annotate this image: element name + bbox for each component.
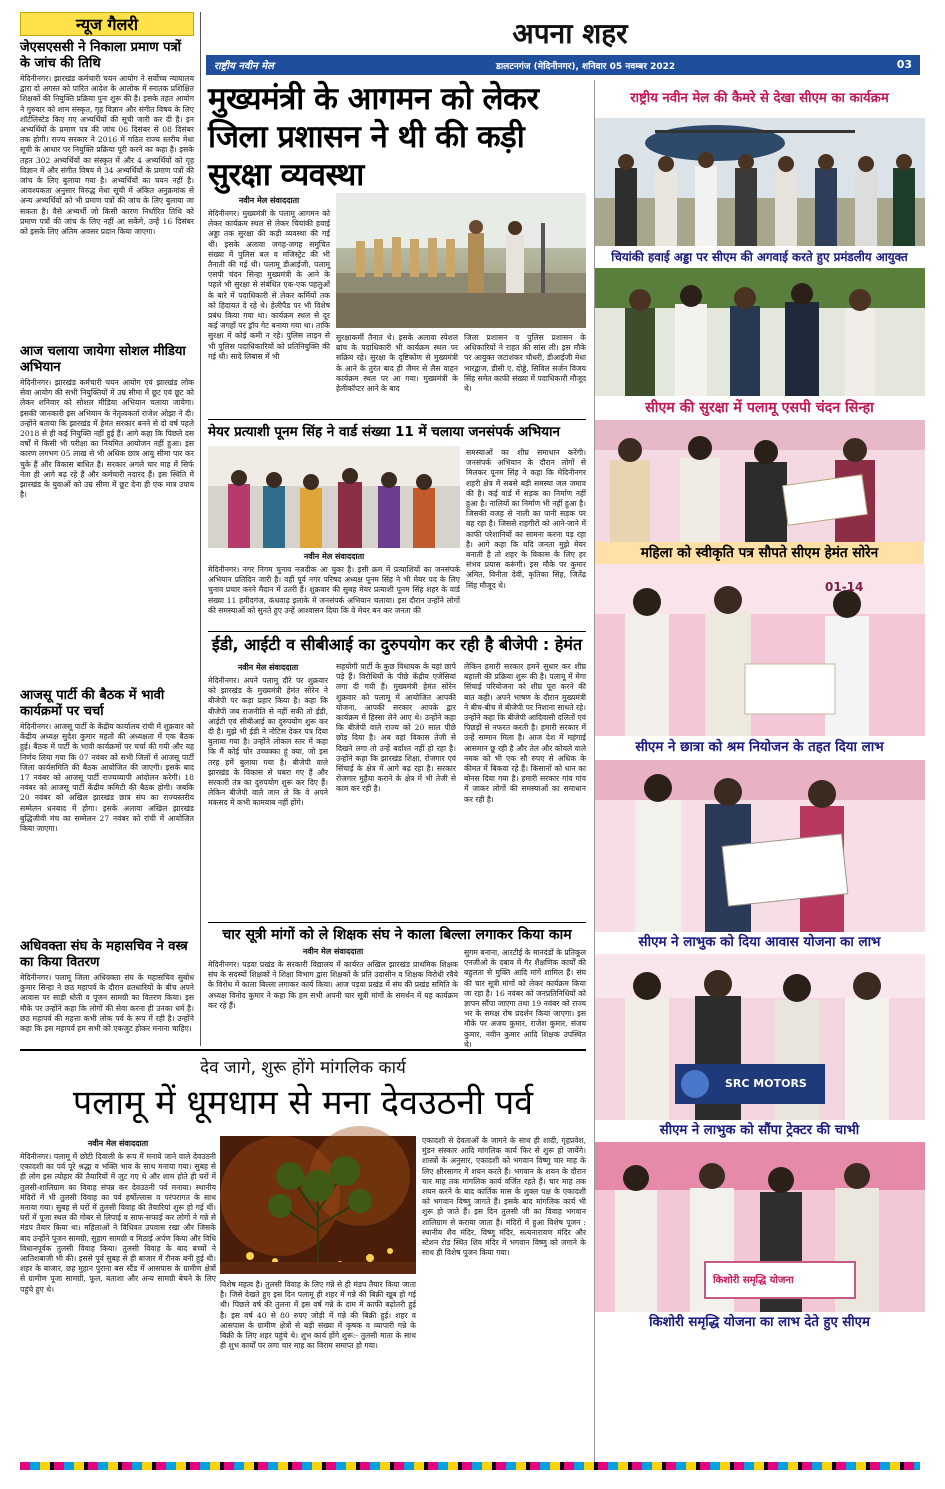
- section-title: [480, 14, 660, 52]
- gallery-photo-6-tractor-label: SRC MOTORS: [725, 1077, 807, 1090]
- teachers-body-right: सुगम बनाना, आरटीई के मानदंडों के प्रतिकूल एनजीओ के दबाव में गैर शैक्षणिक कार्यों की बहुलता से मुक्ति आदि मांगें शामिल हैं। संघ की चार सूत्री मांगों को लेकर कार्यक्रम किया जा रहा है। 16 नवंबर को जनप्रतिनिधियों को ज्ञापन सौंपा जाएगा तथा 19 नवंबर को राज्य भर के समक्ष रोष प्रदर्शन किया जाएगा। इस मौके पर अजय कुमार, राजेश कुमार, संजय कुमार, नवीन कुमार आदि शिक्षक उपस्थित थे।: [464, 948, 586, 1049]
- rule: [208, 631, 586, 632]
- gallery-photo-7-cheque-label: किशोरी समृद्धि योजना: [713, 1275, 794, 1286]
- masthead-band: [206, 55, 920, 75]
- mayor-photo-image: [208, 446, 460, 548]
- rule: [208, 419, 586, 420]
- mayor-headline: मेयर प्रत्याशी पूनम सिंह ने वार्ड संख्या 11 में चलाया जनसंपर्क अभियान: [208, 424, 561, 440]
- bottom-left-column: [20, 1136, 216, 1472]
- teachers-headline: चार सूत्री मांगों को ले शिक्षक संघ ने काला बिल्ला लगाकर किया काम: [222, 927, 572, 943]
- hemant-body-2: सहयोगी पार्टी के कुछ विधायक के यहां छापे पड़े हैं। विरोधियों के पीछे केंद्रीय एजेंसियां लगा दी गयी हैं। मुख्यमंत्री हेमंत सोरेन शुक्रवार को पलामू में आयोजित आपकी योजना, आपकी सरकार आपके द्वार कार्यक्रम में हिस्सा लेने आए थे। उन्होंने कहा कि बीजेपी वाले राज्य को 20 साल पीछे छोड़ दिया है। अब वहां विकास तेजी से दिखने लगा तो उन्हें बर्दाश्त नहीं हो रहा है। उन्होंने कहा कि झारखंड शिक्षा, रोजगार एवं सिंचाई के क्षेत्र में आगे बढ़ रहा है। सरकार रोजगार मुहैया कराने के क्षेत्र में भी तेजी से काम कर रही है।: [336, 662, 456, 794]
- teachers-byline: नवीन मेल संवाददाता: [302, 947, 364, 956]
- lead-body-right: जिला प्रशासन व पुलिस प्रशासन के अधिकारियों ने राहत की सांस ली। इस मौके पर आयुक्त जटाशंकर चौधरी, डीआईजी मेधा भारद्वाज, डीसी ए. दोड्डे, सिविल सर्जन विजय सिंह समेत काफी संख्या में पदाधिकारी मौजूद थे।: [464, 333, 586, 394]
- bottom-kicker: [20, 1055, 586, 1078]
- gallery-photo-2-image: [595, 268, 925, 396]
- hemant-headline: ईडी, आईटी व सीबीआई का दुरुपयोग कर रही है बीजेपी : हेमंत: [211, 635, 583, 654]
- gallery-caption-7: किशोरी समृद्धि योजना का लाभ देते हुए सीएम: [595, 1312, 924, 1334]
- dateline: डालटनगंज (मेदिनीनगर), शनिवार 05 नवम्बर 2022: [496, 62, 676, 72]
- lead-story: [208, 80, 584, 193]
- gallery-column: [594, 80, 924, 1462]
- sidebar-story: [20, 688, 194, 935]
- gallery-caption-5: सीएम ने लाभुक को दिया आवास योजना का लाभ: [595, 932, 924, 954]
- gallery-photo-7-image: [595, 1142, 925, 1312]
- column-divider: [200, 12, 201, 1046]
- gallery-caption-3: महिला को स्वीकृति पत्र सौपते सीएम हेमंत सोरेन: [595, 542, 924, 564]
- lead-body-mid: सुरक्षाकर्मी तैनात थे। इसके अलावा स्पेशल ब्रांच के पदाधिकारी भी कार्यक्रम स्थल पर सक्रिय रहे। सुरक्षा के दृष्टिकोण से मुख्यमंत्री के आने के तुरंत बाद ही जैमर से लैस वाहन कार्यक्रम स्थल पर आ गया। मुख्यमंत्री के हेलीकॉप्टर आने के बाद: [336, 333, 458, 394]
- gallery-title-text: राष्ट्रीय नवीन मेल की कैमरे से देखा सीएम का कार्यक्रम: [630, 91, 889, 106]
- mayor-body-right: समस्याओं का शीघ्र समाधान करेंगी। जनसंपर्क अभियान के दौरान लोगों से मिलकर पूनम सिंह ने कहा कि मेदिनीनगर शहरी क्षेत्र में सबसे बड़ी समस्या जल जमाव की है। कई वार्ड में सड़क का निर्माण नहीं हुआ है। नालियों का निर्माण भी नहीं हुआ है। जिसकी वजह से नाली का पानी सड़क पर बह रहा है। जिससे राहगीरों को आने-जाने में काफी परेशानियों का सामना करना पड़ रहा है। आगे कहा कि यदि जनता मुझे मेयर बनाती है तो शहर के विकास के लिए हर संभव प्रयास करूंगी। इस मौके पर कुमार अमित, विनीता देवी, कृतिका सिंह, जितेंद्र सिंह मौजूद थे।: [466, 448, 586, 590]
- mayor-photo: [208, 446, 460, 548]
- bottom-byline: नवीन मेल संवाददाता: [87, 1139, 149, 1148]
- lead-photo: [336, 193, 586, 328]
- hemant-col-1: [208, 660, 328, 921]
- gallery-caption-6: सीएम ने लाभुक को सौंपा ट्रेक्टर की चाभी: [595, 1120, 924, 1142]
- teachers-left: [208, 946, 458, 1040]
- teachers-body-left: मेदिनीनगर। पड़वा प्रखंड के सरकारी विद्यालय में कार्यरत अखिल झारखंड प्राथमिक शिक्षक संघ के सदस्यों शिक्षकों ने शिक्षा विभाग द्वारा शिक्षकों के प्रति उदासीन व शिक्षक विरोधी रवैये के विरोध में काला बिल्ला लगाकर कार्य किया। आज पड़वा प्रखंड में संघ की प्रखंड समिति के अध्यक्ष विनोद कुमार ने कहा कि हम सभी अपनी चार सूत्री मांगों के समर्थन में यह कार्यक्रम कर रहे हैं।: [208, 960, 458, 1010]
- gallery-photo-4-image: [595, 564, 925, 736]
- tulsi-photo-image: [220, 1136, 416, 1274]
- gallery-photo-6-image: [595, 954, 925, 1120]
- hemant-body-3: लेकिन हमारी सरकार हमने सुधार कर शीघ्र बहाली की प्रक्रिया शुरू की है। पलामू में मेगा सिंचाई परियोजना को शीघ्र पूरा करने की बात कही। अपने भाषण के दौरान मुख्यमंत्री ने बीच-बीच में बीजेपी पर निशाना साधते रहे। उन्होंने कहा कि बीजेपी आदिवासी दलितों एवं पिछड़ों से नफरत करती है। हमारी सरकार में उन्हें सम्मान मिला है। आज देश में महंगाई आसमान छू रही है और तेल और कोयले वाले नमक को भी एक सौ रुपए से अधिक के कीमत में बिकवा रहे हैं। किसानों को धान का बोनस दिया गया है। हमारी सरकार गांव गांव में जाकर लोगों की समस्याओं का समाधान कर रही है।: [464, 662, 586, 804]
- lead-headline: मुख्यमंत्री के आगमन को लेकर जिला प्रशासन ने थी की कड़ी सुरक्षा व्यवस्था: [208, 81, 539, 193]
- gallery-photo-1: [595, 118, 924, 246]
- lead-byline: नवीन मेल संवाददाता: [238, 196, 300, 205]
- mayor-left-column: [208, 549, 460, 637]
- gallery-photo-7: [595, 1142, 924, 1312]
- hemant-byline: नवीन मेल संवाददाता: [237, 663, 299, 672]
- bottom-headline: पलामू में धूमधाम से मना देवउठनी पर्व: [72, 1083, 534, 1123]
- lead-photo-image: [336, 193, 586, 328]
- gallery-title: [595, 80, 924, 118]
- tulsi-photo: [220, 1136, 416, 1274]
- sidebar: [20, 12, 194, 1046]
- gallery-photo-6: [595, 954, 924, 1120]
- gallery-photo-3-image: [595, 420, 925, 542]
- section-title-text: अपना शहर: [512, 17, 628, 50]
- bottom-body-mid: विशेष महत्व है। तुलसी विवाह के लिए गन्ने से ही मंडप तैयार किया जाता है। जिसे देखते हुए इस दिन पलामू ही शहर में गन्ने की बिक्री खूब हो गई थी। पिछले वर्ष की तुलना में इस वर्ष गन्ने के दाम में काफी बढ़ोतरी हुई है। इस वर्ष 40 से 80 रुपए जोड़ी में गन्ने की बिक्री हुई। शहर व आसपास के ग्रामीण क्षेत्रों से बड़ी संख्या में कृषक व व्यापारी गन्ने के बिक्री के लिए शहर पहुंचे थे। शुभ कार्य होंगे शुरू:- तुलसी माता के साथ ही शुभ कार्यों पर लगा चार माह का विराम समाप्त हो गया।: [220, 1280, 416, 1351]
- gallery-caption-1: चियांकी हवाई अड्डा पर सीएम की अगवाई करते हुए प्रमंडलीय आयुक्त: [595, 246, 924, 268]
- bottom-body-left: मेदिनीनगर। पलामू में छोटी दिवाली के रूप में मनाये जाने वाले देवउठनी एकादशी का पर्व पूरे श्रद्धा व भक्ति भाव के साथ मनाया गया। सुबह से ही लोग इस त्योहार की तैयारियों में जुट गए थे और शाम होते ही घरों में तुलसी-शालिग्राम का विवाह संपन्न कर देवउठनी पर्व मनाया। स्थानीय मंदिरों में भी तुलसी विवाह का पर्व हर्षोल्लास व परंपरागत के साथ मनाया गया। सुबह से घरों में तुलसी विवाह की तैयारियां शुरू हो गई थीं। घरों में पूजा स्थल की गोबर से लिपाई व साफ-सफाई कर लोगों ने गन्ने से मंडप तैयार किया था। महिलाओं ने विधिवत उपवास रखा और जिसके बाद उन्होंने पूजन सामग्री, सुहाग सामग्री व मिठाई अर्पण किया और विधि विधानपूर्वक तुलसी विवाह किया। तुलसी विवाह के बाद बच्चों ने आतिशबाजी भी की। इससे पूर्व सुबह से ही बाजार में रौनक बनी हुई थी। शहर के बाजार, छह मुहान पुराना बस स्टैंड में आसपास के ग्रामीण क्षेत्रों से ग्रामीण पूजा सामग्री, फूल, बताशा और अन्य सामग्री बेचने के लिए पहुंचे हुए थे।: [20, 1152, 216, 1294]
- sidebar-story-headline: अधिवक्ता संघ के महासचिव ने वस्त्र का किया वितरण: [20, 939, 188, 970]
- sidebar-title-text: न्यूज गैलरी: [76, 15, 138, 34]
- page-number: 03: [896, 58, 912, 71]
- lead-byline-column: [208, 193, 330, 431]
- sidebar-story-body: मेदिनीनगर। झारखंड कर्मचारी चयन आयोग ने सर्वोच्च न्यायालय द्वारा दो अगस्त को पारित आदेश के आलोक में स्नातक प्रशिक्षित शिक्षकों की नियुक्ति प्रक्रिया पुनः शुरू की है। इसके तहत आयोग ने गुरुवार को शाम संस्कृत, गृह विज्ञान और संगीत विषय के लिए शॉर्टलिस्टेड किए गए अभ्यर्थियों की सूची जारी कर दी है। इन अभ्यर्थियों के प्रमाण पत्र की जांच 06 दिसंबर से 08 दिसंबर तक होगी। राज्य सरकार ने 2016 में गठित राज्य स्तरीय मेधा सूची के आधार पर नियुक्ति प्रक्रिया पूरी करने का कहा है। इसके तहत 302 अभ्यर्थियों का संस्कृत में और 4 अभ्यर्थियों को गृह विज्ञान में और संगीत विषय में 34 अभ्यर्थियों के प्रमाण पत्रों की जांच के लिए बुलाया गया है। अभ्यर्थियों का चयन नहीं है। आवश्यकता अनुसार विरुद्ध मेधा सूची में अंकित अनुक्रमांक से अन्य अभ्यर्थियों को भी प्रमाण पत्रों की जांच के लिए बुलाया जा सकता है। वैसे अभ्यर्थी जो किसी कारण निर्धारित तिथि को प्रमाण पत्रों की जांच के लिए नहीं आ सकेंगे, उन्हें 16 दिसंबर को इसके लिए अंतिम अवसर प्रदान किया जाएगा।: [20, 74, 194, 237]
- gallery-photo-5: [595, 760, 924, 932]
- sidebar-story: [20, 344, 194, 684]
- gallery-photo-1-image: [595, 118, 925, 246]
- sidebar-story-headline: जेएसएससी ने निकाला प्रमाण पत्रों के जांच की तिथि: [20, 40, 182, 71]
- gallery-photo-2: [595, 268, 924, 396]
- rule: [20, 1049, 586, 1051]
- lead-body-left: मेदिनीनगर। मुख्यमंत्री के पलामू आगमन को लेकर कार्यक्रम स्थल से लेकर चियांकी हवाई अड्डा तक सुरक्षा की कड़ी व्यवस्था की गई थी। इसके अलावा जगह-जगह समुचित संख्या में पुलिस बल व मजिस्ट्रेट की भी तैनाती की गई थी। पलामू डीआईजी, पलामू एसपी चंदन सिन्हा मुख्यमंत्री के आने के पहले भी सुरक्षा से संबंधित एक-एक पहलुओं के बारे में पदाधिकारी से लेकर कर्मियों तक को हिदायत दे रहे थे। हेलीपैड पर भी विशेष प्रबंध किया गया था। कार्यक्रम स्थल से दूर कई जगहों पर ड्रॉप गेट बनाया गया था। ताकि सुरक्षा में कोई कमी न रहे। पुलिस लाइन से भी पुलिस पदाधिकारियों को प्रतिनियुक्ति की गई थी। सादे लिबास में भी: [208, 209, 330, 361]
- gallery-photo-4: [595, 564, 924, 736]
- gallery-photo-5-image: [595, 760, 925, 932]
- sidebar-story-body: मेदिनीनगर। पलामू जिला अधिवक्ता संघ के महासचिव सुबोध कुमार सिन्हा ने छठ महापर्व के दौरान व्रतधारियों के बीच अपने आवास पर साड़ी धोती व पूजन सामग्री का वितरण किया। इस मौके पर उन्होंने कहा कि लोगों की सेवा करना ही उनका धर्म है। छठ महापर्व की महत्ता कभी लोक पर्व के रूप में रही है। उन्होंने कहा कि इस महापर्व हम सभी को एकजुट होकर मनाना चाहिए।: [20, 973, 194, 1034]
- sidebar-story-headline: आजसू पार्टी की बैठक में भावी कार्यक्रमों पर चर्चा: [20, 688, 165, 719]
- sidebar-story-body: मेदिनीनगर। झारखंड कर्मचारी चयन आयोग एवं झारखंड लोक सेवा आयोग की सभी नियुक्तियों में उम्र सीमा में छूट एवं छूट को लेकर शनिवार को सोशल मीडिया अभियान चलाया जायेगा। इसकी जानकारी इस अभियान के नेतृत्वकर्ता राजेश ओझा ने दी। उन्होंने बताया कि झारखंड में हेमंत सरकार बनने से दो वर्ष पहले 2018 से ही कई नियुक्ति नहीं हुई हैं। आगे कहा कि पिछले दस वर्षों में किसी भी परीक्षा का नियमित आयोजन नहीं हुआ। इस कारण लगभग 05 लाख से भी अधिक छात्र आयु सीमा पार कर चुके हैं और विकास बाधित है। सरकार अगले चार माह में सिर्फ नेता ही आगे बढ़ रहे हैं और कर्मचारी नदारद हैं। इस स्थिति में झारखंड के युवाओं को उम्र सीमा में छूट देना ही एक मात्र उपाय है।: [20, 378, 194, 500]
- bottom-kicker-text: देव जागे, शुरू होंगे मांगलिक कार्य: [200, 1058, 406, 1078]
- bottom-body-right: एकादशी से देवताओं के जागने के साथ ही शादी, गृहप्रवेश, मुंडन संस्कार आदि मांगलिक कार्य फिर से शुरू हो जायेंगे। शास्त्रों के अनुसार, एकादशी को भगवान विष्णु चार माह के लिए क्षीरसागर में शयन करते हैं। भगवान के शयन के दौरान चार माह तक मांगलिक कार्य वर्जित रहते हैं। चार माह तक शयन करने के बाद कार्तिक मास के शुक्ल पक्ष के एकादशी को भगवान विष्णु जागते हैं। इसके बाद मांगलिक कार्य भी शुरू हो जाते हैं। इस दिन तुलसी जी का विवाह भगवान शालिग्राम से कराया जाता है। मंदिरों में हुआ विशेष पूजन : स्थानीय शैव मंदिर, विष्णु मंदिर, सत्यनारायण मंदिर और स्टेशन रोड स्थित शिव मंदिर में भगवान विष्णु को जगाने के साथ ही विशेष पूजन किया गया।: [422, 1136, 586, 1258]
- sidebar-story: [20, 40, 194, 340]
- mayor-body-left: मेदिनीनगर। नगर निगम चुनाव नजदीक आ चुका है। इसी क्रम में प्रत्याशियों का जनसंपर्क अभियान प्रतिदिन जारी है। वहीं पूर्व नगर परिषद अध्यक्ष पूनम सिंह ने भी मेयर पद के लिए चुनाव प्रचार करने मैदान में उतरी हैं। शुक्रवार की सुबह मेयर प्रत्याशी पूनम सिंह शहर के वार्ड संख्या 11 हमीदगंज, कंधवाढ़ इलाके में जनसंपर्क अभियान चलाया। इस दौरान उन्होंने लोगों की समस्याओं को सुनते हुए उन्हें आश्वासन दिया कि वे मेयर बन कर जनता की: [208, 565, 460, 615]
- sidebar-title: [20, 12, 194, 36]
- hemant-body-1: मेदिनीनगर। अपने पलामू दौरे पर शुक्रवार को झारखंड के मुख्यमंत्री हेमंत सोरेन ने बीजेपी पर कड़ा प्रहार किया है। कहा कि बीजेपी जब राजनीति से नहीं सकी तो ईडी, आईटी एवं सीबीआई का दुरुपयोग शुरू कर दी है। मुझे भी ईडी ने नोटिस देकर पत्र दिया बुलाया गया है। उन्होंने लोकल स्तर में कहा कि मैं कोई चोर उच्चक्का हूं क्या, जो इस तरह हमें बुलाया गया है। बीजेपी वाले झारखंड के विकास से घबरा गए हैं और सरकारी तंत्र का दुरुपयोग शुरू कर दिए हैं। लेकिन बीजेपी वाले जान ले कि वे अपने मकसद में कभी कामयाब नहीं होंगे।: [208, 676, 328, 808]
- rule: [208, 922, 586, 923]
- sidebar-story-headline: आज चलाया जायेगा सोशल मीडिया अभियान: [20, 344, 186, 375]
- gallery-caption-2: सीएम की सुरक्षा में पलामू एसपी चंदन सिन्हा: [595, 396, 924, 420]
- bottom-border-strip: [20, 1462, 920, 1470]
- gallery-caption-4: सीएम ने छात्रा को श्रम नियोजन के तहत दिया लाभ: [595, 736, 924, 760]
- gallery-photo-3: [595, 420, 924, 542]
- gallery-photo-4-banner: 01-14: [825, 580, 864, 594]
- paper-name: राष्ट्रीय नवीन मेल: [214, 61, 274, 72]
- mayor-byline: नवीन मेल संवाददाता: [303, 552, 365, 561]
- sidebar-story-body: मेदिनीनगर। आजसू पार्टी के केंद्रीय कार्यालय रांची में शुक्रवार को केंद्रीय अध्यक्ष सुदेश कुमार महतो की अध्यक्षता में एक बैठक हुई। बैठक में पार्टी के भावी कार्यक्रमों पर चर्चा की गयी और यह निर्णय लिया गया कि 07 नवंबर को सभी जिलों में आजसू पार्टी जिला कार्यसमिति की बैठक आयोजित की जाएगी। इसके बाद 17 नवंबर को आजसू पार्टी राज्यव्यापी आंदोलन करेगी। 18 नवंबर को आजसू पार्टी केंद्रीय कमिटी की बैठक होगी। जबकि 20 नवंबर को अखिल झारखंड छात्र संघ का राज्यस्तरीय सम्मेलन धनबाद में होगा। इसके अलावा अखिल झारखंड बुद्धिजीवी मंच का सम्मेलन 27 नवंबर को रांची में आयोजित किया जाएगा।: [20, 722, 194, 834]
